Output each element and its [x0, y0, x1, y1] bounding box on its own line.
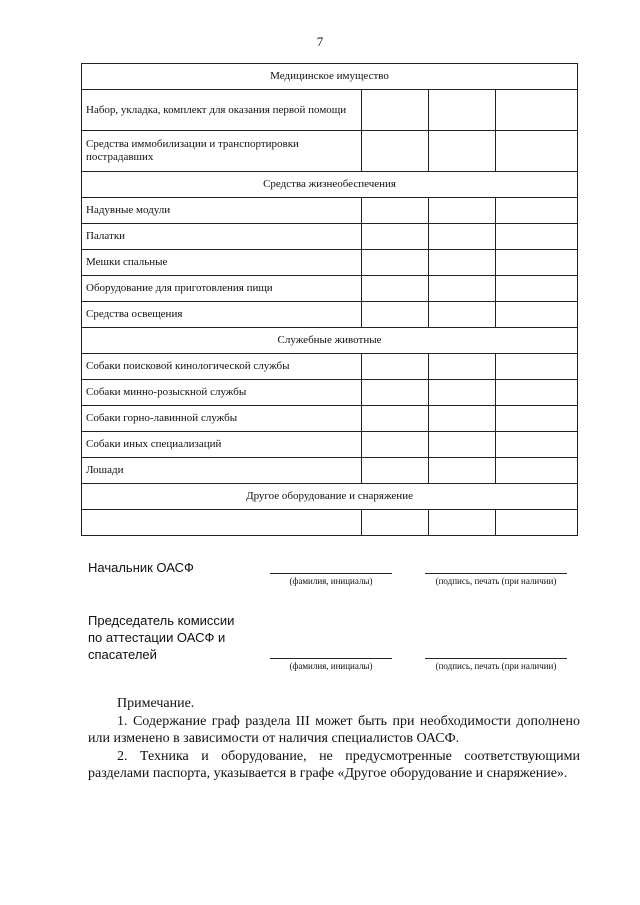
- commission-label-line: спасателей: [88, 647, 157, 662]
- table-cell: [362, 354, 429, 380]
- name-line: [270, 573, 392, 574]
- table-cell: [429, 302, 496, 328]
- table-cell: [362, 90, 429, 131]
- commission-label-line: по аттестации ОАСФ и: [88, 630, 226, 645]
- section-title: Медицинское имущество: [82, 64, 578, 90]
- section-title: Служебные животные: [82, 328, 578, 354]
- note-title: Примечание.: [117, 696, 195, 711]
- table-cell: [496, 432, 578, 458]
- note-item: 2. Техника и оборудование, не предусмотренные соответствующими разделами паспорта, указывается в графе «Другое оборудование и снаряжение».: [88, 749, 580, 781]
- table-cell: [496, 131, 578, 172]
- table-cell: [362, 198, 429, 224]
- table-cell: [429, 406, 496, 432]
- table-cell: [496, 510, 578, 536]
- page-number: 7: [316, 34, 324, 49]
- table-cell: [429, 131, 496, 172]
- row-label: Собаки поисковой кинологической службы: [82, 354, 362, 380]
- table-row: [82, 380, 578, 406]
- equipment-table: [81, 63, 578, 536]
- section-title: Другое оборудование и снаряжение: [82, 484, 578, 510]
- table-cell: [429, 90, 496, 131]
- table-cell: [496, 224, 578, 250]
- signature-line: [425, 658, 567, 659]
- table-row: [82, 276, 578, 302]
- signature-caption: (подпись, печать (при наличии): [435, 576, 557, 586]
- table-cell: [362, 458, 429, 484]
- table-cell: [496, 250, 578, 276]
- table-row: [82, 131, 578, 172]
- table-cell: [429, 458, 496, 484]
- table-cell: [496, 380, 578, 406]
- table-cell: [429, 198, 496, 224]
- table-cell: [496, 302, 578, 328]
- table-cell: [362, 406, 429, 432]
- name-line: [270, 658, 392, 659]
- table-row: [82, 458, 578, 484]
- head-label: Начальник ОАСФ: [88, 560, 194, 575]
- row-label: Оборудование для приготовления пищи: [82, 276, 362, 302]
- table-cell: [362, 380, 429, 406]
- row-label: Палатки: [82, 224, 362, 250]
- table-cell: [362, 276, 429, 302]
- table-row: [82, 198, 578, 224]
- signature-line: [425, 573, 567, 574]
- table-cell: [362, 510, 429, 536]
- table-row: [82, 90, 578, 131]
- table-row: [82, 302, 578, 328]
- row-label: [82, 510, 362, 536]
- signature-caption: (подпись, печать (при наличии): [435, 661, 557, 671]
- table-cell: [429, 250, 496, 276]
- table-row: [82, 354, 578, 380]
- table-row: [82, 406, 578, 432]
- table-row: [82, 432, 578, 458]
- section-title: Средства жизнеобеспечения: [82, 172, 578, 198]
- table-cell: [429, 510, 496, 536]
- name-caption: (фамилия, инициалы): [289, 661, 373, 671]
- table-cell: [362, 302, 429, 328]
- table-cell: [362, 432, 429, 458]
- table-cell: [496, 458, 578, 484]
- table-cell: [429, 276, 496, 302]
- table-row: [82, 510, 578, 536]
- row-label: Надувные модули: [82, 198, 362, 224]
- row-label: Мешки спальные: [82, 250, 362, 276]
- row-label: Собаки иных специализаций: [82, 432, 362, 458]
- row-label: Лошади: [82, 458, 362, 484]
- table-cell: [496, 198, 578, 224]
- table-cell: [362, 131, 429, 172]
- table-cell: [496, 354, 578, 380]
- table-cell: [362, 224, 429, 250]
- table-row: [82, 250, 578, 276]
- table-cell: [429, 224, 496, 250]
- table-cell: [429, 432, 496, 458]
- table-cell: [429, 354, 496, 380]
- table-cell: [496, 406, 578, 432]
- table-cell: [362, 250, 429, 276]
- row-label: Средства иммобилизации и транспортировки пострадавших: [82, 131, 362, 172]
- table-row: [82, 224, 578, 250]
- row-label: Набор, укладка, комплект для оказания первой помощи: [82, 90, 362, 131]
- table-cell: [429, 380, 496, 406]
- row-label: Собаки горно-лавинной службы: [82, 406, 362, 432]
- row-label: Средства освещения: [82, 302, 362, 328]
- table-cell: [496, 276, 578, 302]
- commission-label-line: Председатель комиссии: [88, 613, 235, 628]
- name-caption: (фамилия, инициалы): [289, 576, 373, 586]
- commission-label: [88, 612, 234, 663]
- row-label: Собаки минно-розыскной службы: [82, 380, 362, 406]
- note-item: 1. Содержание граф раздела III может быть при необходимости дополнено или изменено в зависимости от наличия специалистов ОАСФ.: [88, 714, 580, 746]
- table-cell: [496, 90, 578, 131]
